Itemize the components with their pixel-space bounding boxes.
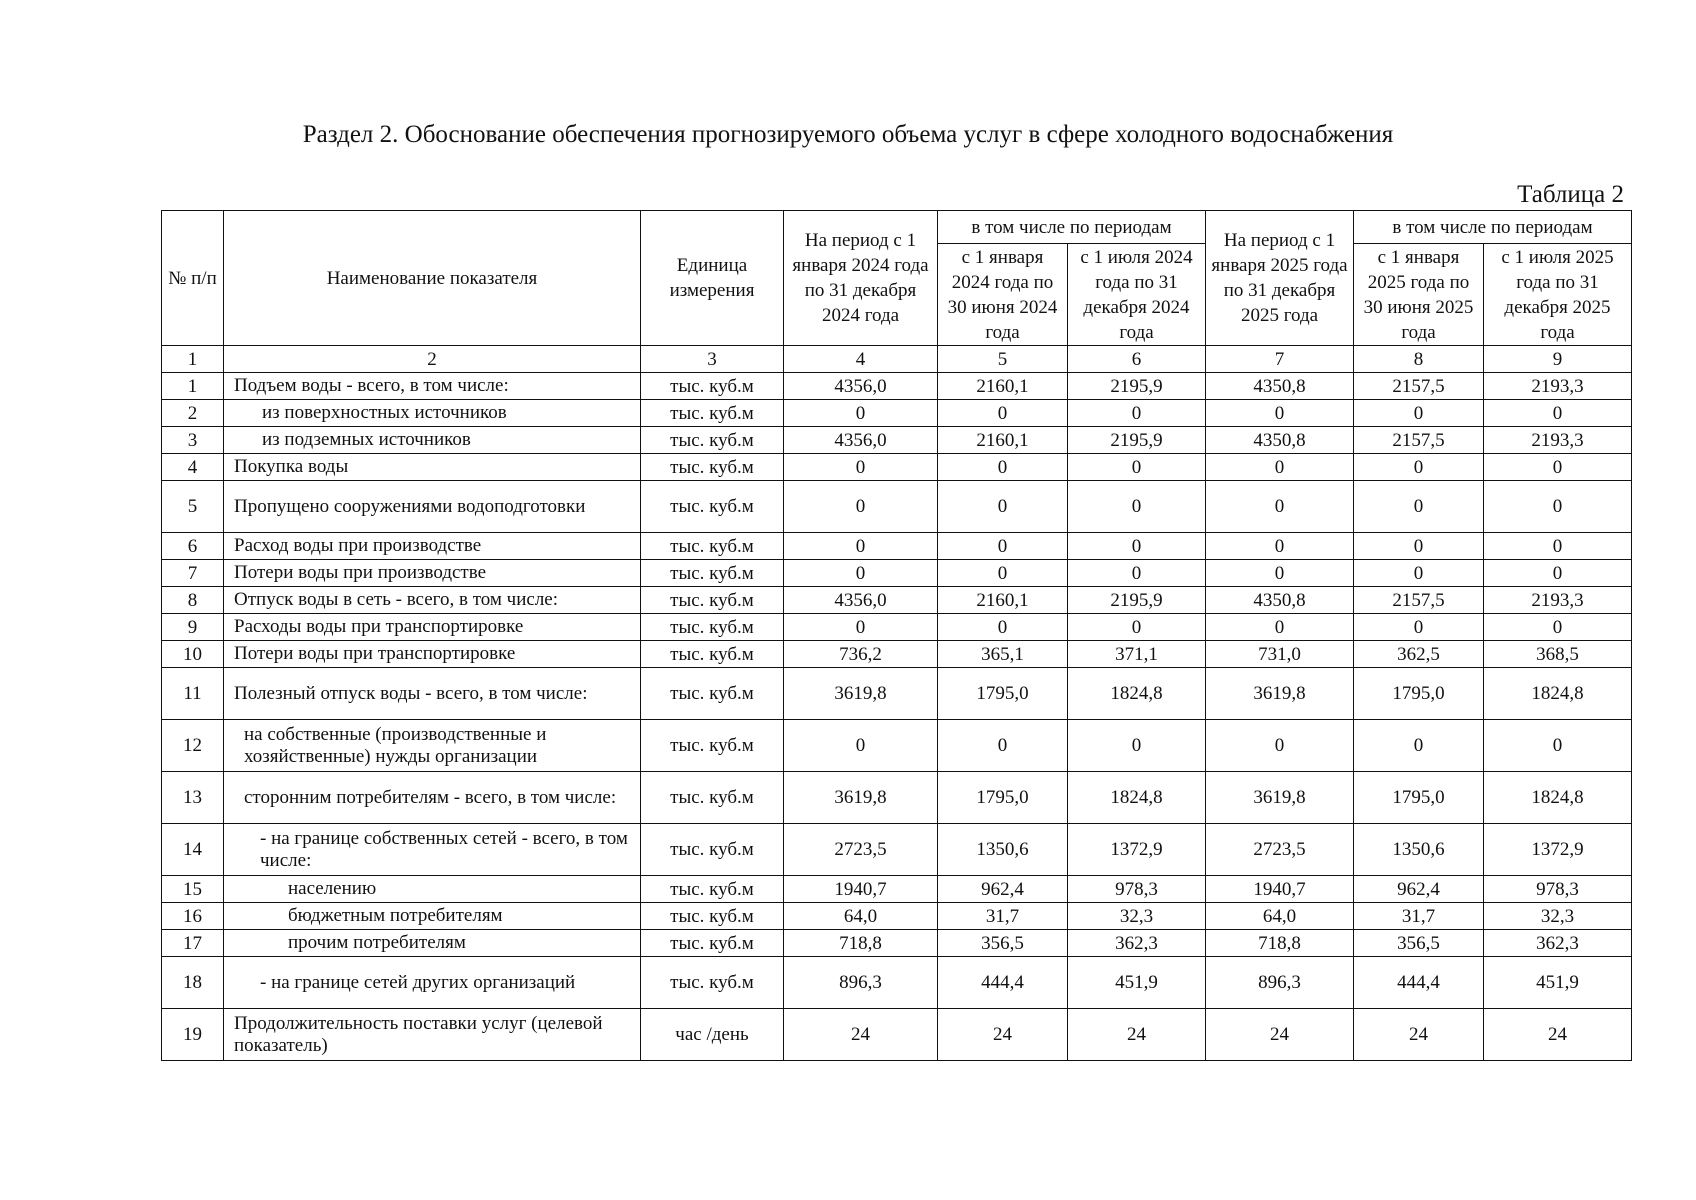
value-cell: 356,5 bbox=[1354, 930, 1484, 957]
value-cell: 962,4 bbox=[938, 876, 1068, 903]
value-cell: 32,3 bbox=[1484, 903, 1632, 930]
header-period-2025: На период с 1 января 2025 года по 31 декабря 2025 года bbox=[1206, 211, 1354, 346]
value-cell: 371,1 bbox=[1068, 641, 1206, 668]
value-cell: 962,4 bbox=[1354, 876, 1484, 903]
indicator-name-cell: Подъем воды - всего, в том числе: bbox=[224, 373, 641, 400]
value-cell: 0 bbox=[938, 481, 1068, 533]
value-cell: 731,0 bbox=[1206, 641, 1354, 668]
value-cell: 0 bbox=[1484, 454, 1632, 481]
row-number-cell: 2 bbox=[162, 400, 224, 427]
unit-cell: тыс. куб.м bbox=[641, 454, 784, 481]
indicator-name-cell: Продолжительность поставки услуг (целевой показатель) bbox=[224, 1009, 641, 1061]
column-number: 9 bbox=[1484, 346, 1632, 373]
unit-cell: тыс. куб.м bbox=[641, 560, 784, 587]
value-cell: 718,8 bbox=[784, 930, 938, 957]
value-cell: 896,3 bbox=[784, 957, 938, 1009]
value-cell: 2157,5 bbox=[1354, 427, 1484, 454]
header-h2-2024: с 1 июля 2024 года по 31 декабря 2024 года bbox=[1068, 244, 1206, 346]
value-cell: 2195,9 bbox=[1068, 427, 1206, 454]
value-cell: 444,4 bbox=[938, 957, 1068, 1009]
value-cell: 0 bbox=[1206, 454, 1354, 481]
value-cell: 31,7 bbox=[1354, 903, 1484, 930]
value-cell: 362,3 bbox=[1068, 930, 1206, 957]
value-cell: 1940,7 bbox=[1206, 876, 1354, 903]
value-cell: 0 bbox=[1484, 400, 1632, 427]
value-cell: 4350,8 bbox=[1206, 587, 1354, 614]
unit-cell: тыс. куб.м bbox=[641, 427, 784, 454]
value-cell: 32,3 bbox=[1068, 903, 1206, 930]
table-row bbox=[162, 427, 1632, 454]
value-cell: 1795,0 bbox=[938, 772, 1068, 824]
row-number-cell: 18 bbox=[162, 957, 224, 1009]
indicator-name-cell: бюджетным потребителям bbox=[224, 903, 641, 930]
value-cell: 3619,8 bbox=[784, 668, 938, 720]
value-cell: 1372,9 bbox=[1068, 824, 1206, 876]
value-cell: 0 bbox=[1068, 720, 1206, 772]
header-num: № п/п bbox=[162, 211, 224, 346]
column-number: 4 bbox=[784, 346, 938, 373]
value-cell: 24 bbox=[1206, 1009, 1354, 1061]
value-cell: 0 bbox=[1206, 560, 1354, 587]
indicator-name-cell: Покупка воды bbox=[224, 454, 641, 481]
value-cell: 444,4 bbox=[1354, 957, 1484, 1009]
column-number: 7 bbox=[1206, 346, 1354, 373]
value-cell: 0 bbox=[784, 720, 938, 772]
value-cell: 0 bbox=[1068, 481, 1206, 533]
indicator-name-cell: сторонним потребителям - всего, в том числе: bbox=[224, 772, 641, 824]
unit-cell: тыс. куб.м bbox=[641, 373, 784, 400]
row-number-cell: 10 bbox=[162, 641, 224, 668]
value-cell: 0 bbox=[938, 614, 1068, 641]
value-cell: 736,2 bbox=[784, 641, 938, 668]
unit-cell: тыс. куб.м bbox=[641, 641, 784, 668]
value-cell: 0 bbox=[1354, 720, 1484, 772]
table-row bbox=[162, 957, 1632, 1009]
value-cell: 0 bbox=[784, 400, 938, 427]
column-number-row bbox=[162, 346, 1632, 373]
indicator-name-cell: населению bbox=[224, 876, 641, 903]
indicator-name-cell: на собственные (производственные и хозяйственные) нужды организации bbox=[224, 720, 641, 772]
unit-cell: тыс. куб.м bbox=[641, 876, 784, 903]
row-number-cell: 8 bbox=[162, 587, 224, 614]
value-cell: 1824,8 bbox=[1068, 668, 1206, 720]
value-cell: 0 bbox=[1206, 400, 1354, 427]
value-cell: 0 bbox=[1354, 533, 1484, 560]
unit-cell: час /день bbox=[641, 1009, 784, 1061]
indicator-name-cell: - на границе собственных сетей - всего, в том числе: bbox=[224, 824, 641, 876]
indicator-name-cell: Потери воды при транспортировке bbox=[224, 641, 641, 668]
header-h1-2024: с 1 января 2024 года по 30 июня 2024 года bbox=[938, 244, 1068, 346]
table-row bbox=[162, 668, 1632, 720]
row-number-cell: 7 bbox=[162, 560, 224, 587]
row-number-cell: 9 bbox=[162, 614, 224, 641]
column-number: 6 bbox=[1068, 346, 1206, 373]
value-cell: 2195,9 bbox=[1068, 373, 1206, 400]
page-title: Раздел 2. Обоснование обеспечения прогнозируемого объема услуг в сфере холодного водоснабжения bbox=[302, 121, 1394, 148]
unit-cell: тыс. куб.м bbox=[641, 614, 784, 641]
value-cell: 0 bbox=[938, 400, 1068, 427]
value-cell: 0 bbox=[1354, 454, 1484, 481]
unit-cell: тыс. куб.м bbox=[641, 400, 784, 427]
row-number-cell: 14 bbox=[162, 824, 224, 876]
value-cell: 1372,9 bbox=[1484, 824, 1632, 876]
value-cell: 4350,8 bbox=[1206, 373, 1354, 400]
table-row bbox=[162, 454, 1632, 481]
indicator-name-cell: Потери воды при производстве bbox=[224, 560, 641, 587]
value-cell: 0 bbox=[1206, 614, 1354, 641]
table-caption: Таблица 2 bbox=[1517, 181, 1624, 208]
value-cell: 0 bbox=[784, 454, 938, 481]
table-row bbox=[162, 824, 1632, 876]
value-cell: 2723,5 bbox=[784, 824, 938, 876]
value-cell: 1350,6 bbox=[938, 824, 1068, 876]
value-cell: 356,5 bbox=[938, 930, 1068, 957]
value-cell: 4356,0 bbox=[784, 427, 938, 454]
value-cell: 718,8 bbox=[1206, 930, 1354, 957]
indicator-name-cell: Полезный отпуск воды - всего, в том числе: bbox=[224, 668, 641, 720]
unit-cell: тыс. куб.м bbox=[641, 824, 784, 876]
value-cell: 2160,1 bbox=[938, 587, 1068, 614]
row-number-cell: 5 bbox=[162, 481, 224, 533]
row-number-cell: 19 bbox=[162, 1009, 224, 1061]
table-row bbox=[162, 720, 1632, 772]
value-cell: 24 bbox=[938, 1009, 1068, 1061]
value-cell: 362,5 bbox=[1354, 641, 1484, 668]
value-cell: 3619,8 bbox=[1206, 772, 1354, 824]
value-cell: 4350,8 bbox=[1206, 427, 1354, 454]
table-row bbox=[162, 614, 1632, 641]
value-cell: 0 bbox=[938, 560, 1068, 587]
column-number: 1 bbox=[162, 346, 224, 373]
value-cell: 978,3 bbox=[1068, 876, 1206, 903]
value-cell: 2193,3 bbox=[1484, 427, 1632, 454]
row-number-cell: 13 bbox=[162, 772, 224, 824]
value-cell: 0 bbox=[1206, 720, 1354, 772]
value-cell: 2157,5 bbox=[1354, 373, 1484, 400]
value-cell: 451,9 bbox=[1484, 957, 1632, 1009]
value-cell: 0 bbox=[1354, 560, 1484, 587]
value-cell: 1795,0 bbox=[938, 668, 1068, 720]
table-row bbox=[162, 1009, 1632, 1061]
value-cell: 0 bbox=[938, 454, 1068, 481]
value-cell: 1350,6 bbox=[1354, 824, 1484, 876]
value-cell: 64,0 bbox=[1206, 903, 1354, 930]
row-number-cell: 11 bbox=[162, 668, 224, 720]
value-cell: 0 bbox=[1068, 560, 1206, 587]
value-cell: 2160,1 bbox=[938, 427, 1068, 454]
value-cell: 0 bbox=[784, 533, 938, 560]
table-row bbox=[162, 930, 1632, 957]
header-h2-2025: с 1 июля 2025 года по 31 декабря 2025 года bbox=[1484, 244, 1632, 346]
row-number-cell: 15 bbox=[162, 876, 224, 903]
unit-cell: тыс. куб.м bbox=[641, 587, 784, 614]
value-cell: 2193,3 bbox=[1484, 587, 1632, 614]
row-number-cell: 3 bbox=[162, 427, 224, 454]
value-cell: 0 bbox=[784, 614, 938, 641]
value-cell: 2195,9 bbox=[1068, 587, 1206, 614]
value-cell: 896,3 bbox=[1206, 957, 1354, 1009]
table-row bbox=[162, 533, 1632, 560]
header-subperiods-2025: в том числе по периодам bbox=[1354, 211, 1632, 244]
indicator-name-cell: Расход воды при производстве bbox=[224, 533, 641, 560]
value-cell: 0 bbox=[1484, 481, 1632, 533]
value-cell: 451,9 bbox=[1068, 957, 1206, 1009]
value-cell: 0 bbox=[1206, 481, 1354, 533]
value-cell: 0 bbox=[784, 560, 938, 587]
value-cell: 2723,5 bbox=[1206, 824, 1354, 876]
unit-cell: тыс. куб.м bbox=[641, 481, 784, 533]
value-cell: 24 bbox=[1068, 1009, 1206, 1061]
header-h1-2025: с 1 января 2025 года по 30 июня 2025 года bbox=[1354, 244, 1484, 346]
value-cell: 0 bbox=[1068, 400, 1206, 427]
row-number-cell: 4 bbox=[162, 454, 224, 481]
unit-cell: тыс. куб.м bbox=[641, 930, 784, 957]
value-cell: 24 bbox=[1354, 1009, 1484, 1061]
column-number: 3 bbox=[641, 346, 784, 373]
row-number-cell: 6 bbox=[162, 533, 224, 560]
header-subperiods-2024: в том числе по периодам bbox=[938, 211, 1206, 244]
value-cell: 31,7 bbox=[938, 903, 1068, 930]
value-cell: 4356,0 bbox=[784, 587, 938, 614]
table-row bbox=[162, 903, 1632, 930]
unit-cell: тыс. куб.м bbox=[641, 533, 784, 560]
value-cell: 0 bbox=[938, 533, 1068, 560]
value-cell: 24 bbox=[1484, 1009, 1632, 1061]
value-cell: 1824,8 bbox=[1068, 772, 1206, 824]
value-cell: 1824,8 bbox=[1484, 772, 1632, 824]
table-row bbox=[162, 876, 1632, 903]
value-cell: 0 bbox=[1206, 533, 1354, 560]
unit-cell: тыс. куб.м bbox=[641, 957, 784, 1009]
row-number-cell: 1 bbox=[162, 373, 224, 400]
value-cell: 0 bbox=[1354, 614, 1484, 641]
table-body bbox=[162, 373, 1632, 1061]
table-row bbox=[162, 772, 1632, 824]
value-cell: 365,1 bbox=[938, 641, 1068, 668]
unit-cell: тыс. куб.м bbox=[641, 903, 784, 930]
value-cell: 0 bbox=[1484, 533, 1632, 560]
value-cell: 0 bbox=[1484, 614, 1632, 641]
table-row bbox=[162, 587, 1632, 614]
unit-cell: тыс. куб.м bbox=[641, 668, 784, 720]
unit-cell: тыс. куб.м bbox=[641, 720, 784, 772]
indicators-table bbox=[161, 210, 1632, 1061]
column-number: 2 bbox=[224, 346, 641, 373]
value-cell: 64,0 bbox=[784, 903, 938, 930]
column-number: 5 bbox=[938, 346, 1068, 373]
indicator-name-cell: - на границе сетей других организаций bbox=[224, 957, 641, 1009]
table-row bbox=[162, 641, 1632, 668]
value-cell: 0 bbox=[784, 481, 938, 533]
header-unit: Единица измерения bbox=[641, 211, 784, 346]
value-cell: 4356,0 bbox=[784, 373, 938, 400]
value-cell: 2193,3 bbox=[1484, 373, 1632, 400]
indicator-name-cell: Отпуск воды в сеть - всего, в том числе: bbox=[224, 587, 641, 614]
value-cell: 1795,0 bbox=[1354, 772, 1484, 824]
table-row bbox=[162, 400, 1632, 427]
value-cell: 2160,1 bbox=[938, 373, 1068, 400]
value-cell: 0 bbox=[938, 720, 1068, 772]
value-cell: 0 bbox=[1484, 720, 1632, 772]
indicator-name-cell: из подземных источников bbox=[224, 427, 641, 454]
table-row bbox=[162, 560, 1632, 587]
value-cell: 3619,8 bbox=[1206, 668, 1354, 720]
value-cell: 0 bbox=[1354, 481, 1484, 533]
indicator-name-cell: прочим потребителям bbox=[224, 930, 641, 957]
table-row bbox=[162, 481, 1632, 533]
value-cell: 1824,8 bbox=[1484, 668, 1632, 720]
indicator-name-cell: из поверхностных источников bbox=[224, 400, 641, 427]
value-cell: 0 bbox=[1068, 533, 1206, 560]
value-cell: 3619,8 bbox=[784, 772, 938, 824]
value-cell: 368,5 bbox=[1484, 641, 1632, 668]
unit-cell: тыс. куб.м bbox=[641, 772, 784, 824]
column-number: 8 bbox=[1354, 346, 1484, 373]
value-cell: 362,3 bbox=[1484, 930, 1632, 957]
header-name: Наименование показателя bbox=[224, 211, 641, 346]
value-cell: 2157,5 bbox=[1354, 587, 1484, 614]
row-number-cell: 16 bbox=[162, 903, 224, 930]
row-number-cell: 17 bbox=[162, 930, 224, 957]
value-cell: 1795,0 bbox=[1354, 668, 1484, 720]
value-cell: 0 bbox=[1068, 454, 1206, 481]
value-cell: 0 bbox=[1484, 560, 1632, 587]
header-period-2024: На период с 1 января 2024 года по 31 декабря 2024 года bbox=[784, 211, 938, 346]
indicator-name-cell: Пропущено сооружениями водоподготовки bbox=[224, 481, 641, 533]
value-cell: 0 bbox=[1068, 614, 1206, 641]
indicator-name-cell: Расходы воды при транспортировке bbox=[224, 614, 641, 641]
value-cell: 1940,7 bbox=[784, 876, 938, 903]
table-row bbox=[162, 373, 1632, 400]
row-number-cell: 12 bbox=[162, 720, 224, 772]
value-cell: 978,3 bbox=[1484, 876, 1632, 903]
value-cell: 24 bbox=[784, 1009, 938, 1061]
value-cell: 0 bbox=[1354, 400, 1484, 427]
